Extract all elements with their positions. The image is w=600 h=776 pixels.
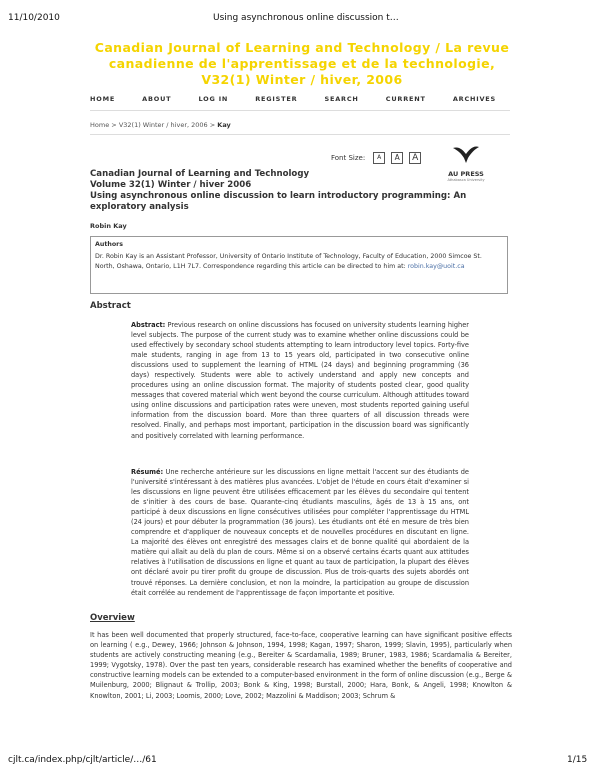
nav-divider xyxy=(90,110,510,111)
nav-archives[interactable]: ARCHIVES xyxy=(452,95,497,103)
author-email-link[interactable]: robin.kay@uoit.ca xyxy=(407,263,465,270)
print-url: cjlt.ca/index.php/cjlt/article/…/61 xyxy=(8,755,157,765)
authors-text: Dr. Robin Kay is an Assistant Professor, University of Ontario Institute of Technology, Faculty of Education, 2000 Simcoe St. North, Oshawa, Ontario, L1H 7L7. Correspondence regarding this article can be directed to him at: xyxy=(95,253,482,270)
article-author: Robin Kay xyxy=(90,222,127,230)
breadcrumb-current: Kay xyxy=(217,121,231,129)
breadcrumb-divider xyxy=(90,134,510,135)
abstract-english xyxy=(131,320,469,441)
main-nav xyxy=(90,95,520,103)
nav-search[interactable]: SEARCH xyxy=(324,95,359,103)
logo-subtitle: Athabasca University xyxy=(447,178,485,182)
authors-heading: Authors xyxy=(95,241,124,248)
article-title: Using asynchronous online discussion to learn introductory programming: An exploratory analysis xyxy=(90,191,467,212)
nav-register[interactable]: REGISTER xyxy=(255,95,298,103)
volume-info: Volume 32(1) Winter / hiver 2006 xyxy=(90,180,252,190)
nav-home[interactable]: HOME xyxy=(90,95,116,103)
authors-box xyxy=(90,236,508,294)
font-size-control xyxy=(331,152,421,164)
print-page-number: 1/15 xyxy=(567,755,588,765)
abstract-french xyxy=(131,467,469,598)
nav-about[interactable]: ABOUT xyxy=(142,95,172,103)
nav-login[interactable]: LOG IN xyxy=(198,95,229,103)
journal-title[interactable]: Canadian Journal of Learning and Technology / La revue canadienne de l'apprentissage et de la technologie, V32(1) Winter / hiver, 2006 xyxy=(94,40,510,87)
font-size-large-button[interactable]: A xyxy=(409,152,421,164)
font-size-medium-button[interactable]: A xyxy=(391,152,403,164)
font-size-small-button[interactable]: A xyxy=(373,152,385,164)
print-page-title: Using asynchronous online discussion t… xyxy=(213,13,399,23)
breadcrumb-home[interactable]: Home xyxy=(90,121,110,129)
nav-current[interactable]: CURRENT xyxy=(385,95,426,103)
overview-heading: Overview xyxy=(90,613,135,623)
print-date: 11/10/2010 xyxy=(8,13,60,23)
abstract-fr-text: Une recherche antérieure sur les discussions en ligne mettait l'accent sur des étudiants de l'université s'intéressant à des matières plus avancées. L'objet de l'étude en cours était d'examiner si les discussions en ligne peuvent être utilisées efficacement par les élèves du secondaire qui tentent de s'initier à des cours de base. Quarante-cinq étudiants masculins, âgés de 13 à 15 ans, ont participé à deux discussions en ligne consécutives utilisées pour compléter l'apprentissage du HTML (24 jours) et pour débuter la programmation (36 jours). Les étudiants ont été en mesure de très bien comprendre et d'appliquer de nouveaux concepts et de nouvelles procédures en discutant en ligne. La majorité des élèves ont enregistré des messages clairs et de bonne qualité qui abordaient de la matière qui allait au delà du plan de cours. Même si on a observé certains écarts quant aux attitudes relatives à l'utilisation de discussions en ligne et quant au taux de participation, la plupart des élèves ont déclaré avoir pu tirer profit du groupe de discussion. Plus de trois-quarts des sujets abordés ont trouvé réponses. La dernière conclusion, et non la moindre, la participation au groupe de discussion était corrélée au rendement de l'apprentissage de façon importante et positive. xyxy=(131,468,469,597)
abstract-en-text: Previous research on online discussions has focused on university students learning higher level subjects. The purpose of the current study was to examine whether online discussions could be used effectively by secondary school students attempting to learn introductory level topics. Forty-five male students, ranging in age from 13 to 15 years old, participated in two consecutive online discussions used to supplement the learning of HTML (24 days) and beginning programming (36 days) respectively. Students were able to actively understand and apply new concepts and procedures using an online discussion format. The majority of students posted clear, good quality messages that covered material which went beyond the course curriculum. Although attitudes toward using online discussions and participation rates were uneven, most students reported gaining useful information from the discussion board. More than three quarters of all discussion threads were resolved. Finally, and perhaps most important, participation in the discussion board was significantly and positively correlated with learning performance. xyxy=(131,321,469,440)
font-size-label: Font Size: xyxy=(331,154,366,162)
logo-name: AU PRESS xyxy=(448,170,484,178)
breadcrumb-issue[interactable]: V32(1) Winter / hiver, 2006 xyxy=(118,121,208,129)
abstract-en-label: Abstract: xyxy=(131,321,166,329)
overview-text: It has been well documented that properly structured, face-to-face, cooperative learning can have significant positive effects on learning ( e.g., Dewey, 1966; Johnson & Johnson, 1994, 1998; Kagan, 1997; Sharon, 1999; Slavin, 1995), particularly when students are actively constructing meaning (e.g., Bereiter & Scardamalia, 1989; Bruner, 1983, 1986; Scardamalia & Bereiter, 1999; Vygotsky, 1978). Over the past ten years, considerable research has examined whether the benefits of cooperative and constructive learning models can be extended to a computer-based environment in the form of online discussion (e.g., Berge & Muilenburg, 2000; Blignaut & Trollip, 2003; Bonk & King, 1998; Burstall, 2000; Hara, Bonk, & Angeli, 1998; Knowlton & Knowlton, 2001; Li, 2003; Loomis, 2000; Love, 2002; Mazzolini & Maddison; 2003; Schrum & xyxy=(90,631,512,700)
bird-icon xyxy=(451,144,481,164)
breadcrumb-separator: > xyxy=(209,121,216,129)
journal-name: Canadian Journal of Learning and Technology xyxy=(90,169,310,179)
article-heading xyxy=(90,169,510,213)
abstract-heading: Abstract xyxy=(90,301,131,311)
breadcrumb-separator: > xyxy=(111,121,117,129)
abstract-fr-label: Résumé: xyxy=(131,468,164,476)
breadcrumb xyxy=(90,121,231,129)
